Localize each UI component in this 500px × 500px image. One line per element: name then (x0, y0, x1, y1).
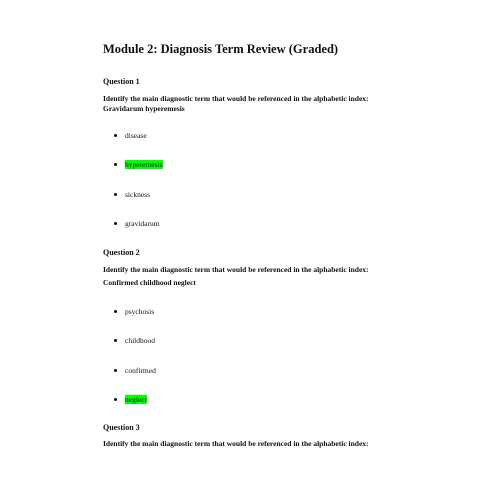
option-text: disease (125, 130, 147, 140)
option-text: gravidarum (125, 218, 160, 228)
bullet-icon (114, 163, 117, 166)
question-2-option-3 (114, 365, 156, 375)
question-3-prompt: Identify the main diagnostic term that would be referenced in the alphabetic index: (103, 439, 369, 448)
bullet-icon (114, 193, 117, 196)
bullet-icon (114, 134, 117, 137)
question-1-option-1 (114, 130, 147, 140)
question-1-option-3 (114, 189, 150, 199)
option-text-highlighted: neglect (125, 394, 147, 404)
option-text: confirmed (125, 365, 156, 375)
bullet-icon (114, 339, 117, 342)
document-title: Module 2: Diagnosis Term Review (Graded) (103, 42, 339, 56)
bullet-icon (114, 369, 117, 372)
option-text-highlighted: hyperemesis (125, 159, 163, 169)
question-1-heading: Question 1 (103, 77, 140, 86)
bullet-icon (114, 310, 117, 313)
question-1-term: Gravidarum hyperemesis (103, 104, 185, 113)
bullet-icon (114, 222, 117, 225)
option-text: sickness (125, 189, 150, 199)
option-text: psychosis (125, 306, 155, 316)
bullet-icon (114, 398, 117, 401)
question-2-term: Confirmed childhood neglect (103, 278, 196, 287)
question-1-option-4 (114, 218, 160, 228)
question-1-option-2 (114, 159, 163, 169)
option-text: childhood (125, 335, 155, 345)
question-2-option-1 (114, 306, 154, 316)
question-2-option-4 (114, 394, 147, 404)
question-2-prompt: Identify the main diagnostic term that would be referenced in the alphabetic index: (103, 265, 369, 274)
question-1-prompt: Identify the main diagnostic term that would be referenced in the alphabetic index: (103, 94, 369, 103)
question-2-option-2 (114, 335, 155, 345)
question-3-heading: Question 3 (103, 423, 140, 432)
question-2-heading: Question 2 (103, 248, 140, 257)
